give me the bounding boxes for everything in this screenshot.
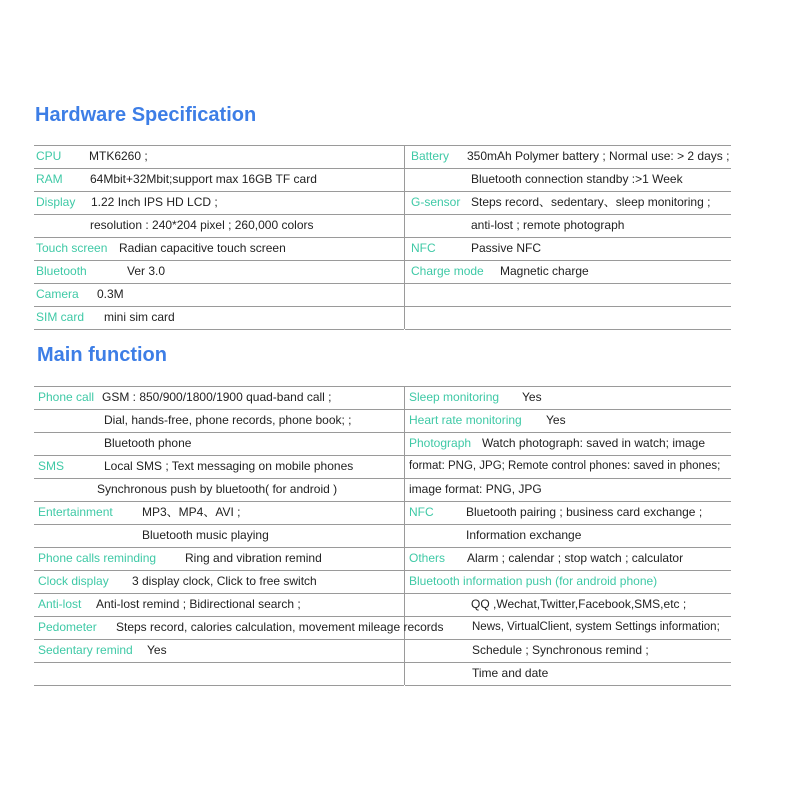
hw-value: anti-lost ; remote photograph [471, 218, 625, 232]
mf-row-phone-call-2 [34, 409, 404, 433]
hardware-spec-title: Hardware Specification [35, 104, 257, 126]
mf-row-pedometer [34, 616, 444, 640]
hw-row-touch-screen [34, 237, 404, 261]
mf-row-nfc-2 [405, 524, 731, 548]
mf-value: Anti-lost remind ; Bidirectional search ; [96, 597, 301, 611]
mf-row-phone-calls-reminding [34, 547, 404, 571]
mf-row-sms-2 [34, 478, 404, 502]
mf-value: format: PNG, JPG; Remote control phones: saved in phones; [409, 460, 721, 472]
mf-label: Heart rate monitoring [409, 413, 522, 427]
mf-value: Bluetooth music playing [142, 528, 269, 542]
hw-value: Radian capacitive touch screen [119, 241, 286, 255]
hw-row-sim-card [34, 306, 404, 330]
hw-value: Passive NFC [471, 241, 542, 255]
hw-label: Camera [36, 287, 79, 301]
hw-value: 1.22 Inch IPS HD LCD ; [91, 195, 218, 209]
mf-label: Phone call [38, 390, 95, 404]
mf-label: Clock display [38, 574, 109, 588]
mf-value: Alarm ; calendar ; stop watch ; calculator [467, 551, 684, 565]
hw-row-empty [405, 283, 731, 307]
mf-label: Sedentary remind [38, 643, 133, 657]
hw-label: G-sensor [411, 195, 461, 209]
mf-row-empty [34, 662, 404, 686]
hw-row-camera [34, 283, 404, 307]
mf-label: SMS [38, 459, 65, 473]
mf-row-bluetooth-push-2 [405, 593, 731, 617]
mf-value: MP3、MP4、AVI ; [142, 505, 241, 519]
mf-row-phone-call-3 [34, 432, 404, 456]
mf-label: Sleep monitoring [409, 390, 500, 404]
mf-label: NFC [409, 505, 434, 519]
mf-row-bluetooth-push-4 [405, 639, 731, 663]
mf-value: 3 display clock, Click to free switch [132, 574, 317, 588]
hw-value: Magnetic charge [500, 264, 589, 278]
hw-row-g-sensor-more [405, 214, 731, 238]
mf-row-entertainment-2 [34, 524, 404, 548]
hw-row-display [34, 191, 404, 215]
hw-value: 0.3M [97, 287, 124, 301]
mf-row-photograph-2 [405, 455, 731, 479]
hw-label: Bluetooth [36, 264, 87, 278]
mf-value: QQ ,Wechat,Twitter,Facebook,SMS,etc ; [471, 597, 687, 611]
mf-value: GSM : 850/900/1800/1900 quad-band call ; [102, 390, 332, 404]
hw-label: Display [36, 195, 76, 209]
mf-value: image format: PNG, JPG [409, 482, 542, 496]
mf-row-entertainment [34, 501, 404, 525]
hw-row-battery-standby [405, 168, 731, 192]
mf-label: Bluetooth information push (for android phone) [409, 574, 658, 588]
hw-row-bluetooth [34, 260, 404, 284]
hw-value: resolution : 240*204 pixel ; 260,000 colors [90, 218, 314, 232]
hw-row-empty [405, 306, 731, 330]
mf-row-sedentary-remind [34, 639, 404, 663]
mf-row-anti-lost [34, 593, 404, 617]
hw-label: Touch screen [36, 241, 108, 255]
hw-label: CPU [36, 149, 62, 163]
hw-label: SIM card [36, 310, 85, 324]
hw-value: mini sim card [104, 310, 175, 324]
mf-value: Local SMS ; Text messaging on mobile phones [104, 459, 354, 473]
mf-row-others [405, 547, 731, 571]
mf-row-sleep-monitoring [405, 386, 731, 410]
hw-value: Steps record、sedentary、sleep monitoring ; [471, 195, 711, 209]
hw-row-ram [34, 168, 404, 192]
mf-value: Schedule ; Synchronous remind ; [472, 643, 649, 657]
mf-row-sms [34, 455, 404, 479]
mf-label: Photograph [409, 436, 472, 450]
hw-row-resolution [34, 214, 404, 238]
mf-label: Pedometer [38, 620, 97, 634]
hw-row-nfc [405, 237, 731, 261]
mf-value: Dial, hands-free, phone records, phone book; ; [104, 413, 352, 427]
mf-value: Yes [546, 413, 566, 427]
mf-value: Bluetooth pairing ; business card exchange ; [466, 505, 703, 519]
mf-row-phone-call [34, 386, 404, 410]
mf-row-bluetooth-push-5 [405, 662, 731, 686]
mf-value: Information exchange [466, 528, 582, 542]
mf-value: Synchronous push by bluetooth( for android ) [97, 482, 338, 496]
mf-row-heart-rate [405, 409, 731, 433]
mf-value: Time and date [472, 666, 549, 680]
mf-value: Ring and vibration remind [185, 551, 322, 565]
hw-value: 64Mbit+32Mbit;support max 16GB TF card [90, 172, 317, 186]
main-function-title: Main function [37, 344, 167, 366]
mf-value: Bluetooth phone [104, 436, 192, 450]
mf-row-photograph [405, 432, 731, 456]
mf-label: Entertainment [38, 505, 113, 519]
hw-row-cpu [34, 145, 404, 169]
hw-label: Battery [411, 149, 450, 163]
hw-row-battery [405, 145, 731, 169]
hw-label: Charge mode [411, 264, 484, 278]
hw-label: RAM [36, 172, 63, 186]
hw-value: 350mAh Polymer battery ; Normal use: > 2 days ; [467, 149, 730, 163]
mf-row-nfc [405, 501, 731, 525]
mf-value: Steps record, calories calculation, movement mileage records [116, 620, 444, 634]
mf-label: Anti-lost [38, 597, 82, 611]
mf-value: Yes [522, 390, 542, 404]
mf-row-bluetooth-push-3 [405, 616, 731, 640]
mf-value: Yes [147, 643, 167, 657]
mf-row-photograph-3 [405, 478, 731, 502]
mf-row-clock-display [34, 570, 404, 594]
mf-value: News, VirtualClient, system Settings information; [472, 621, 720, 633]
hw-value: Bluetooth connection standby :>1 Week [471, 172, 683, 186]
mf-value: Watch photograph: saved in watch; image [482, 436, 706, 450]
hw-value: MTK6260 ; [89, 149, 148, 163]
hw-value: Ver 3.0 [127, 264, 166, 278]
mf-label: Others [409, 551, 446, 565]
hw-row-g-sensor [405, 191, 731, 215]
mf-label: Phone calls reminding [38, 551, 157, 565]
mf-row-bluetooth-push [405, 570, 731, 594]
hw-label: NFC [411, 241, 436, 255]
hw-row-charge-mode [405, 260, 731, 284]
